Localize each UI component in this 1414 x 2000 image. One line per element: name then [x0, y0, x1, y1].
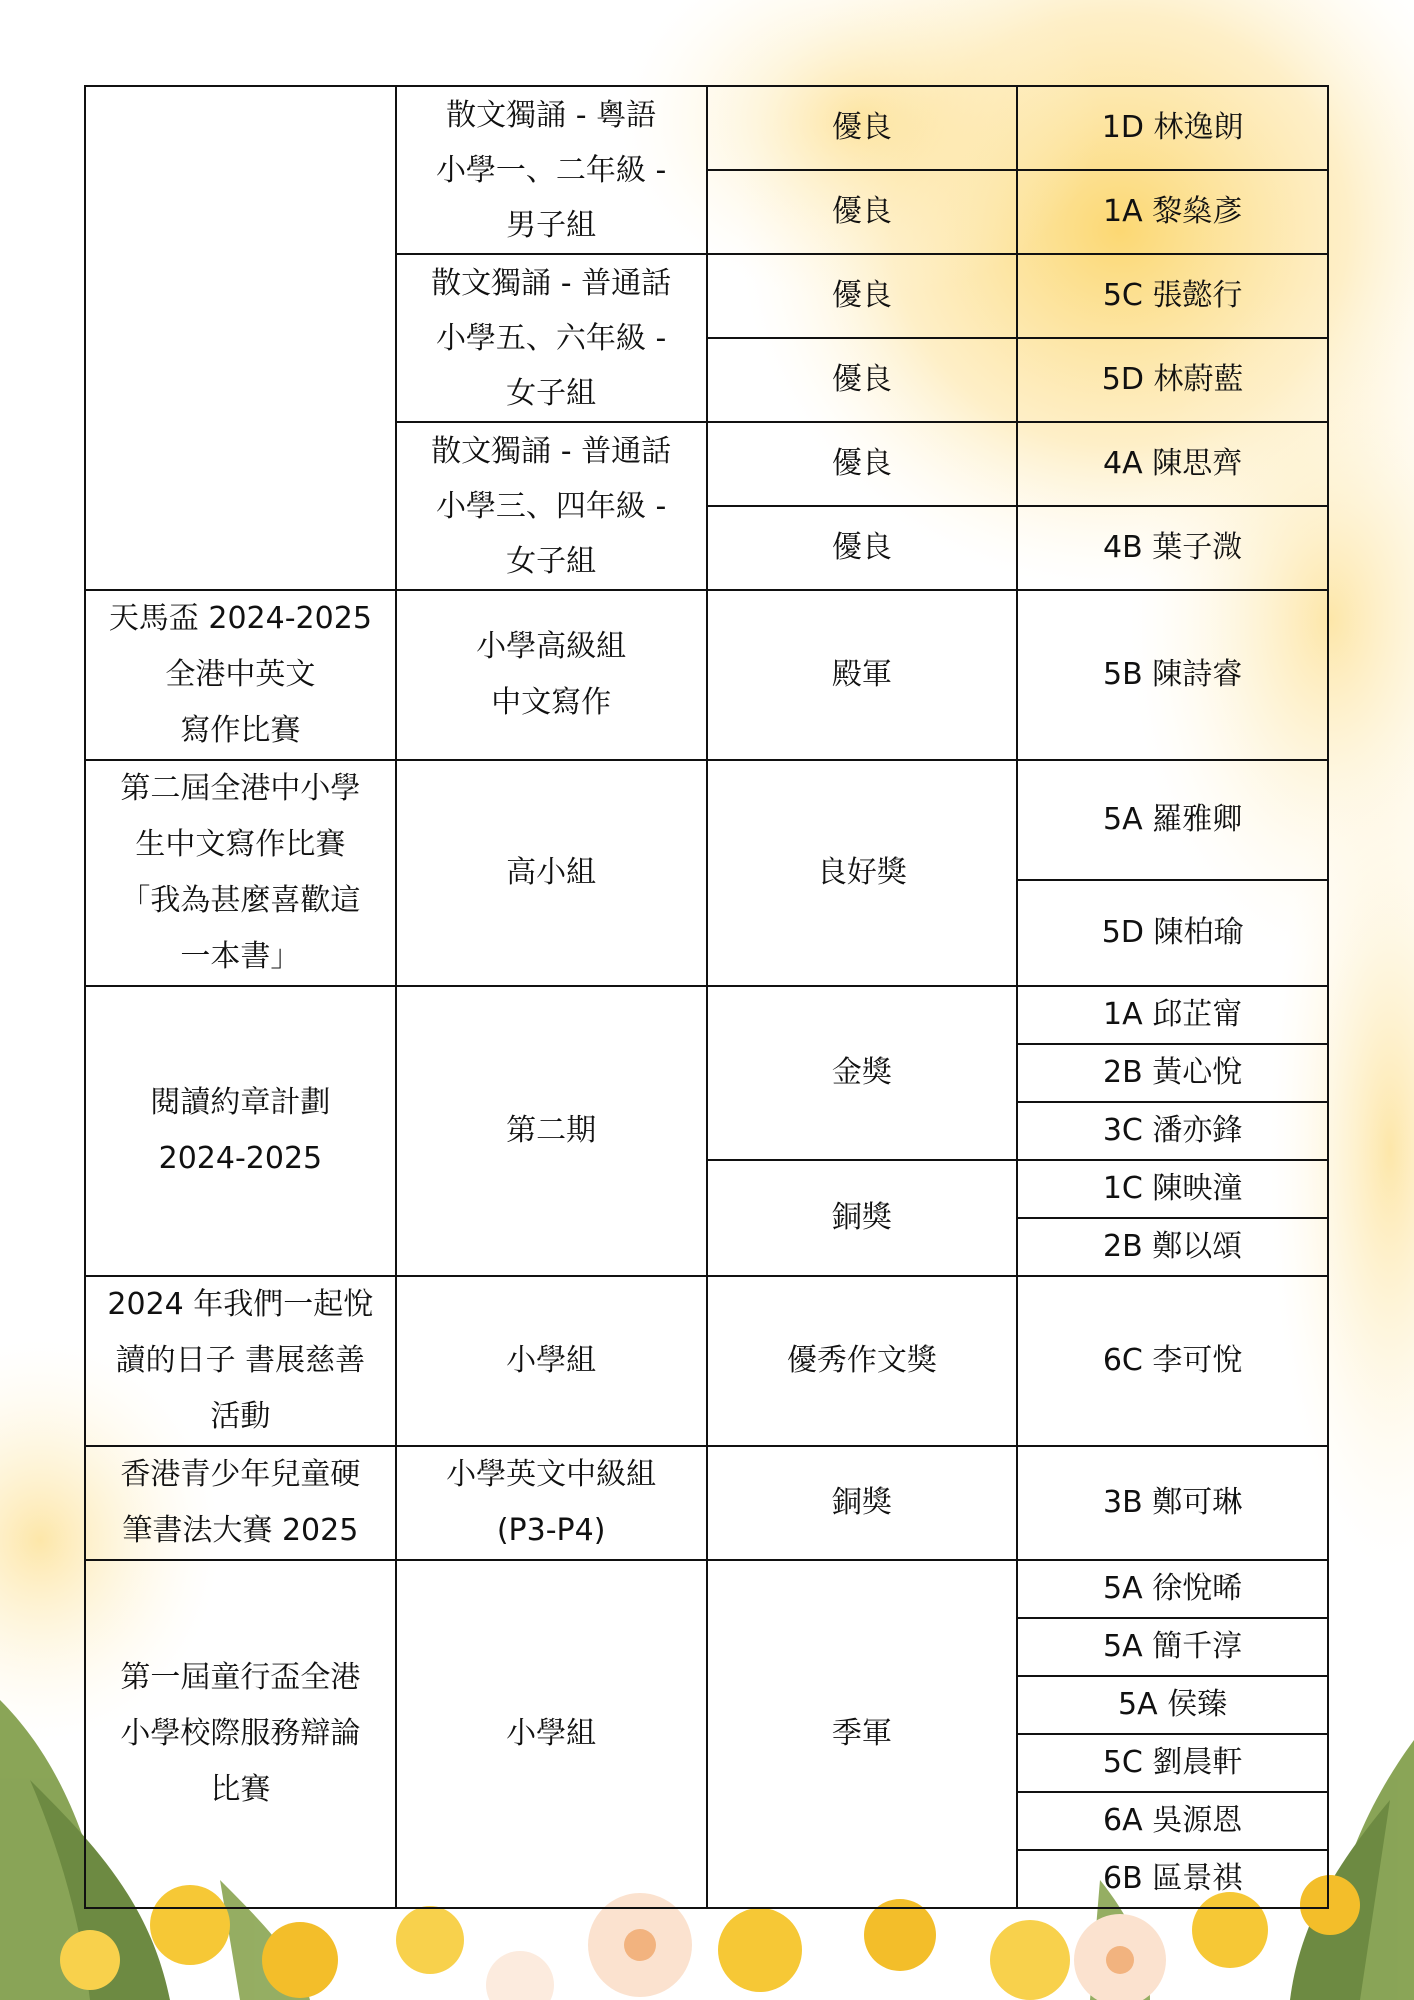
winner-cell: 5A 侯臻	[1017, 1676, 1328, 1734]
category-cell	[396, 422, 707, 590]
winner-cell: 5C 張懿行	[1017, 254, 1328, 338]
award-cell: 殿軍	[707, 590, 1018, 760]
competition-line: 一本書」	[180, 939, 301, 974]
category-line: 女子組	[506, 375, 597, 411]
category-cell: 第二期	[396, 986, 707, 1276]
competition-line: 比賽	[210, 1772, 271, 1807]
competition-line: 全港中英文	[165, 657, 316, 692]
category-line: 散文獨誦 - 普通話	[431, 433, 672, 469]
award-cell: 優良	[707, 338, 1018, 422]
winner-cell: 1D 林逸朗	[1017, 86, 1328, 170]
table-row	[85, 1276, 1328, 1446]
winner-cell: 6C 李可悅	[1017, 1276, 1328, 1446]
category-cell: 小學組	[396, 1276, 707, 1446]
competition-cell	[85, 986, 396, 1276]
category-line: 小學一、二年級 -	[435, 152, 667, 188]
competition-cell	[85, 760, 396, 986]
winner-cell: 5A 徐悅晞	[1017, 1560, 1328, 1618]
category-cell	[396, 590, 707, 760]
award-cell: 優良	[707, 506, 1018, 590]
award-cell: 良好獎	[707, 760, 1018, 986]
competition-cell	[85, 590, 396, 760]
award-cell: 優秀作文獎	[707, 1276, 1018, 1446]
category-line: 中文寫作	[491, 685, 612, 720]
competition-line: 2024-2025	[158, 1141, 323, 1176]
competition-cell	[85, 1560, 396, 1908]
award-cell: 優良	[707, 86, 1018, 170]
category-cell	[396, 1446, 707, 1560]
award-cell: 銅獎	[707, 1446, 1018, 1560]
category-line: 小學三、四年級 -	[435, 488, 667, 524]
competition-line: 第一屆童行盃全港	[120, 1660, 361, 1695]
award-cell: 優良	[707, 422, 1018, 506]
competition-line: 閱讀約章計劃	[150, 1085, 331, 1120]
category-line: 男子組	[506, 207, 597, 243]
table-row	[85, 986, 1328, 1044]
winner-cell: 1C 陳映潼	[1017, 1160, 1328, 1218]
competition-cell	[85, 86, 396, 590]
winner-cell: 6A 吳源恩	[1017, 1792, 1328, 1850]
competition-line: 讀的日子 書展慈善	[115, 1343, 366, 1378]
category-line: (P3-P4)	[496, 1513, 606, 1548]
award-cell: 優良	[707, 254, 1018, 338]
competition-line: 生中文寫作比賽	[135, 827, 346, 862]
competition-cell	[85, 1446, 396, 1560]
winner-cell: 5A 簡千淳	[1017, 1618, 1328, 1676]
competition-line: 小學校際服務辯論	[120, 1716, 361, 1751]
winner-cell: 2B 鄭以頌	[1017, 1218, 1328, 1276]
category-line: 女子組	[506, 543, 597, 579]
category-line: 小學高級組	[476, 629, 627, 664]
table-row	[85, 1560, 1328, 1618]
category-line: 散文獨誦 - 粵語	[446, 97, 657, 133]
competition-line: 天馬盃 2024-2025	[108, 601, 372, 636]
awards-table	[84, 85, 1329, 1909]
winner-cell: 1A 邱芷甯	[1017, 986, 1328, 1044]
competition-line: 活動	[210, 1399, 271, 1434]
award-cell: 銅獎	[707, 1160, 1018, 1276]
competition-line: 第二屆全港中小學	[120, 771, 361, 806]
competition-cell	[85, 1276, 396, 1446]
winner-cell: 5C 劉晨軒	[1017, 1734, 1328, 1792]
award-cell: 金獎	[707, 986, 1018, 1160]
winner-cell: 2B 黃心悅	[1017, 1044, 1328, 1102]
winner-cell: 4A 陳思齊	[1017, 422, 1328, 506]
category-cell	[396, 86, 707, 254]
winner-cell: 3B 鄭可琳	[1017, 1446, 1328, 1560]
winner-cell: 5D 林蔚藍	[1017, 338, 1328, 422]
awards-sheet	[84, 85, 1329, 1896]
table-row	[85, 760, 1328, 880]
winner-cell: 6B 區景祺	[1017, 1850, 1328, 1908]
table-row	[85, 86, 1328, 170]
table-row	[85, 1446, 1328, 1560]
category-line: 小學英文中級組	[446, 1457, 657, 1492]
table-row	[85, 590, 1328, 760]
award-cell: 季軍	[707, 1560, 1018, 1908]
competition-line: 「我為甚麼喜歡這	[120, 883, 361, 918]
category-line: 散文獨誦 - 普通話	[431, 265, 672, 301]
award-cell: 優良	[707, 170, 1018, 254]
competition-line: 寫作比賽	[180, 713, 301, 748]
competition-line: 香港青少年兒童硬	[120, 1457, 361, 1492]
winner-cell: 5D 陳柏瑜	[1017, 880, 1328, 986]
winner-cell: 5A 羅雅卿	[1017, 760, 1328, 880]
winner-cell: 5B 陳詩睿	[1017, 590, 1328, 760]
category-cell	[396, 254, 707, 422]
winner-cell: 1A 黎燊彥	[1017, 170, 1328, 254]
winner-cell: 4B 葉子溦	[1017, 506, 1328, 590]
category-cell: 小學組	[396, 1560, 707, 1908]
competition-line: 筆書法大賽 2025	[122, 1513, 359, 1548]
winner-cell: 3C 潘亦鋒	[1017, 1102, 1328, 1160]
category-cell: 高小組	[396, 760, 707, 986]
competition-line: 2024 年我們一起悅	[107, 1287, 374, 1322]
category-line: 小學五、六年級 -	[435, 320, 667, 356]
